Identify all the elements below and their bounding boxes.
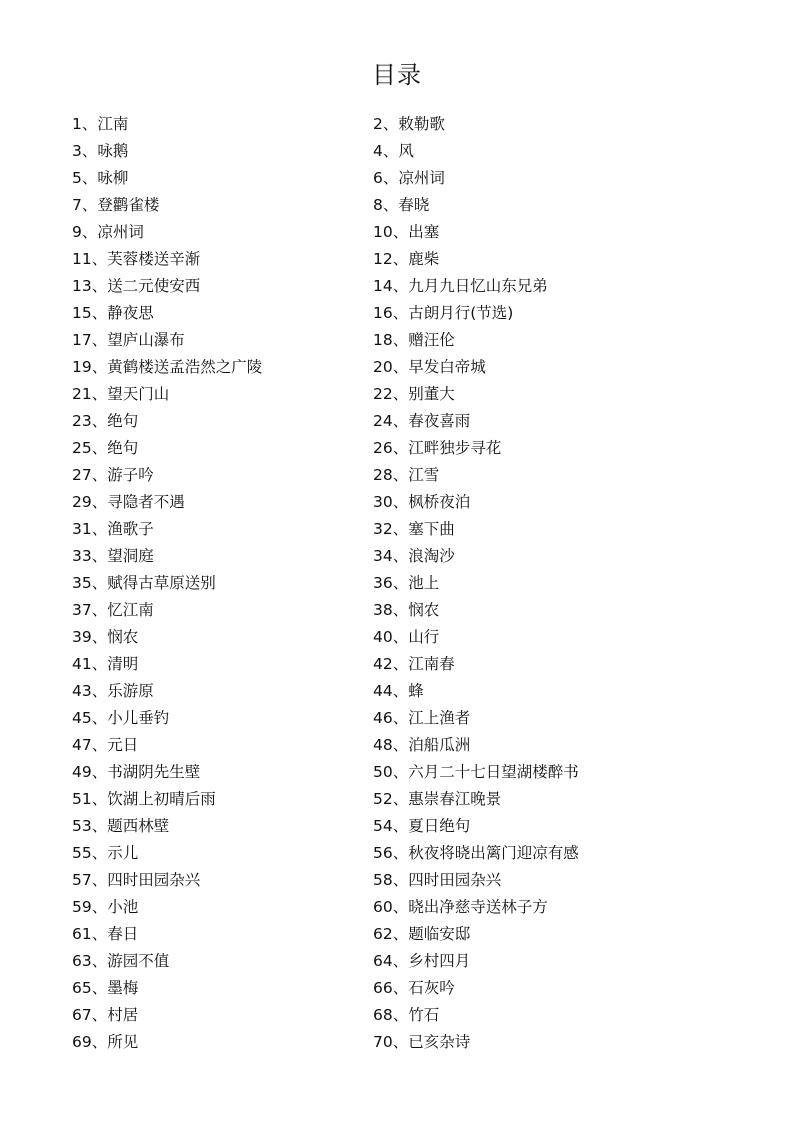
toc-entry: 67、村居: [72, 1006, 139, 1024]
toc-entry: 6、凉州词: [373, 169, 445, 187]
toc-entry: 69、所见: [72, 1033, 139, 1051]
toc-entry: 41、清明: [72, 655, 139, 673]
toc-row: [0, 705, 794, 732]
toc-entry: 38、悯农: [373, 601, 440, 619]
toc-entry: 48、泊船瓜洲: [373, 736, 471, 754]
toc-entry: 43、乐游原: [72, 682, 154, 700]
toc-entry: 34、浪淘沙: [373, 547, 455, 565]
toc-row: [0, 489, 794, 516]
toc-entry: 70、已亥杂诗: [373, 1033, 471, 1051]
toc-entry: 66、石灰吟: [373, 979, 455, 997]
toc-row: [0, 813, 794, 840]
toc-row: [0, 219, 794, 246]
toc-entry: 33、望洞庭: [72, 547, 154, 565]
toc-entry: 25、绝句: [72, 439, 139, 457]
toc-entry: 13、送二元使安西: [72, 277, 201, 295]
toc-row: [0, 732, 794, 759]
toc-row: [0, 570, 794, 597]
toc-row: [0, 408, 794, 435]
toc-entry: 68、竹石: [373, 1006, 440, 1024]
toc-row: [0, 246, 794, 273]
toc-entry: 65、墨梅: [72, 979, 139, 997]
toc-list: [0, 111, 794, 1056]
toc-entry: 40、山行: [373, 628, 440, 646]
toc-entry: 16、古朗月行(节选): [373, 304, 514, 322]
toc-row: [0, 624, 794, 651]
toc-entry: 58、四时田园杂兴: [373, 871, 502, 889]
toc-entry: 23、绝句: [72, 412, 139, 430]
toc-entry: 7、登鹳雀楼: [72, 196, 160, 214]
toc-row: [0, 894, 794, 921]
toc-entry: 10、出塞: [373, 223, 440, 241]
toc-entry: 59、小池: [72, 898, 139, 916]
toc-entry: 31、渔歌子: [72, 520, 154, 538]
toc-row: [0, 381, 794, 408]
toc-row: [0, 759, 794, 786]
toc-entry: 21、望天门山: [72, 385, 170, 403]
toc-entry: 62、题临安邸: [373, 925, 471, 943]
toc-row: [0, 462, 794, 489]
toc-row: [0, 543, 794, 570]
toc-entry: 55、示儿: [72, 844, 139, 862]
toc-entry: 57、四时田园杂兴: [72, 871, 201, 889]
toc-entry: 53、题西林壁: [72, 817, 170, 835]
toc-entry: 52、惠崇春江晚景: [373, 790, 502, 808]
toc-entry: 42、江南春: [373, 655, 455, 673]
toc-row: [0, 165, 794, 192]
toc-entry: 26、江畔独步寻花: [373, 439, 502, 457]
toc-row: [0, 948, 794, 975]
toc-row: [0, 975, 794, 1002]
toc-row: [0, 1002, 794, 1029]
toc-row: [0, 138, 794, 165]
toc-entry: 2、敕勒歌: [373, 115, 445, 133]
toc-entry: 3、咏鹅: [72, 142, 129, 160]
toc-entry: 19、黄鹤楼送孟浩然之广陵: [72, 358, 263, 376]
toc-entry: 56、秋夜将晓出篱门迎凉有感: [373, 844, 579, 862]
toc-entry: 45、小儿垂钓: [72, 709, 170, 727]
toc-entry: 18、赠汪伦: [373, 331, 455, 349]
toc-entry: 63、游园不值: [72, 952, 170, 970]
toc-row: [0, 192, 794, 219]
toc-entry: 9、凉州词: [72, 223, 144, 241]
toc-entry: 35、赋得古草原送别: [72, 574, 216, 592]
toc-entry: 60、晓出净慈寺送林子方: [373, 898, 548, 916]
toc-row: [0, 921, 794, 948]
toc-entry: 8、春晓: [373, 196, 430, 214]
toc-row: [0, 786, 794, 813]
toc-entry: 5、咏柳: [72, 169, 129, 187]
toc-row: [0, 273, 794, 300]
toc-entry: 14、九月九日忆山东兄弟: [373, 277, 548, 295]
toc-title: 目录: [372, 61, 422, 89]
toc-entry: 4、风: [373, 142, 414, 160]
toc-entry: 22、别董大: [373, 385, 455, 403]
toc-row: [0, 678, 794, 705]
toc-row: [0, 597, 794, 624]
toc-entry: 15、静夜思: [72, 304, 154, 322]
toc-entry: 39、悯农: [72, 628, 139, 646]
toc-entry: 30、枫桥夜泊: [373, 493, 471, 511]
toc-entry: 32、塞下曲: [373, 520, 455, 538]
toc-entry: 11、芙蓉楼送辛渐: [72, 250, 201, 268]
toc-entry: 50、六月二十七日望湖楼醉书: [373, 763, 579, 781]
toc-entry: 49、书湖阴先生壁: [72, 763, 201, 781]
toc-row: [0, 1029, 794, 1056]
toc-entry: 46、江上渔者: [373, 709, 471, 727]
toc-row: [0, 327, 794, 354]
toc-row: [0, 651, 794, 678]
toc-entry: 24、春夜喜雨: [373, 412, 471, 430]
toc-row: [0, 435, 794, 462]
toc-entry: 54、夏日绝句: [373, 817, 471, 835]
toc-row: [0, 867, 794, 894]
toc-entry: 1、江南: [72, 115, 129, 133]
toc-entry: 47、元日: [72, 736, 139, 754]
toc-entry: 29、寻隐者不遇: [72, 493, 185, 511]
toc-entry: 12、鹿柴: [373, 250, 440, 268]
toc-row: [0, 354, 794, 381]
toc-row: [0, 840, 794, 867]
toc-entry: 27、游子吟: [72, 466, 154, 484]
toc-entry: 37、忆江南: [72, 601, 154, 619]
toc-row: [0, 111, 794, 138]
toc-entry: 64、乡村四月: [373, 952, 471, 970]
toc-row: [0, 516, 794, 543]
toc-entry: 36、池上: [373, 574, 440, 592]
toc-entry: 51、饮湖上初晴后雨: [72, 790, 216, 808]
toc-row: [0, 300, 794, 327]
toc-entry: 20、早发白帝城: [373, 358, 486, 376]
toc-entry: 28、江雪: [373, 466, 440, 484]
toc-entry: 17、望庐山瀑布: [72, 331, 185, 349]
toc-entry: 61、春日: [72, 925, 139, 943]
toc-entry: 44、蜂: [373, 682, 424, 700]
